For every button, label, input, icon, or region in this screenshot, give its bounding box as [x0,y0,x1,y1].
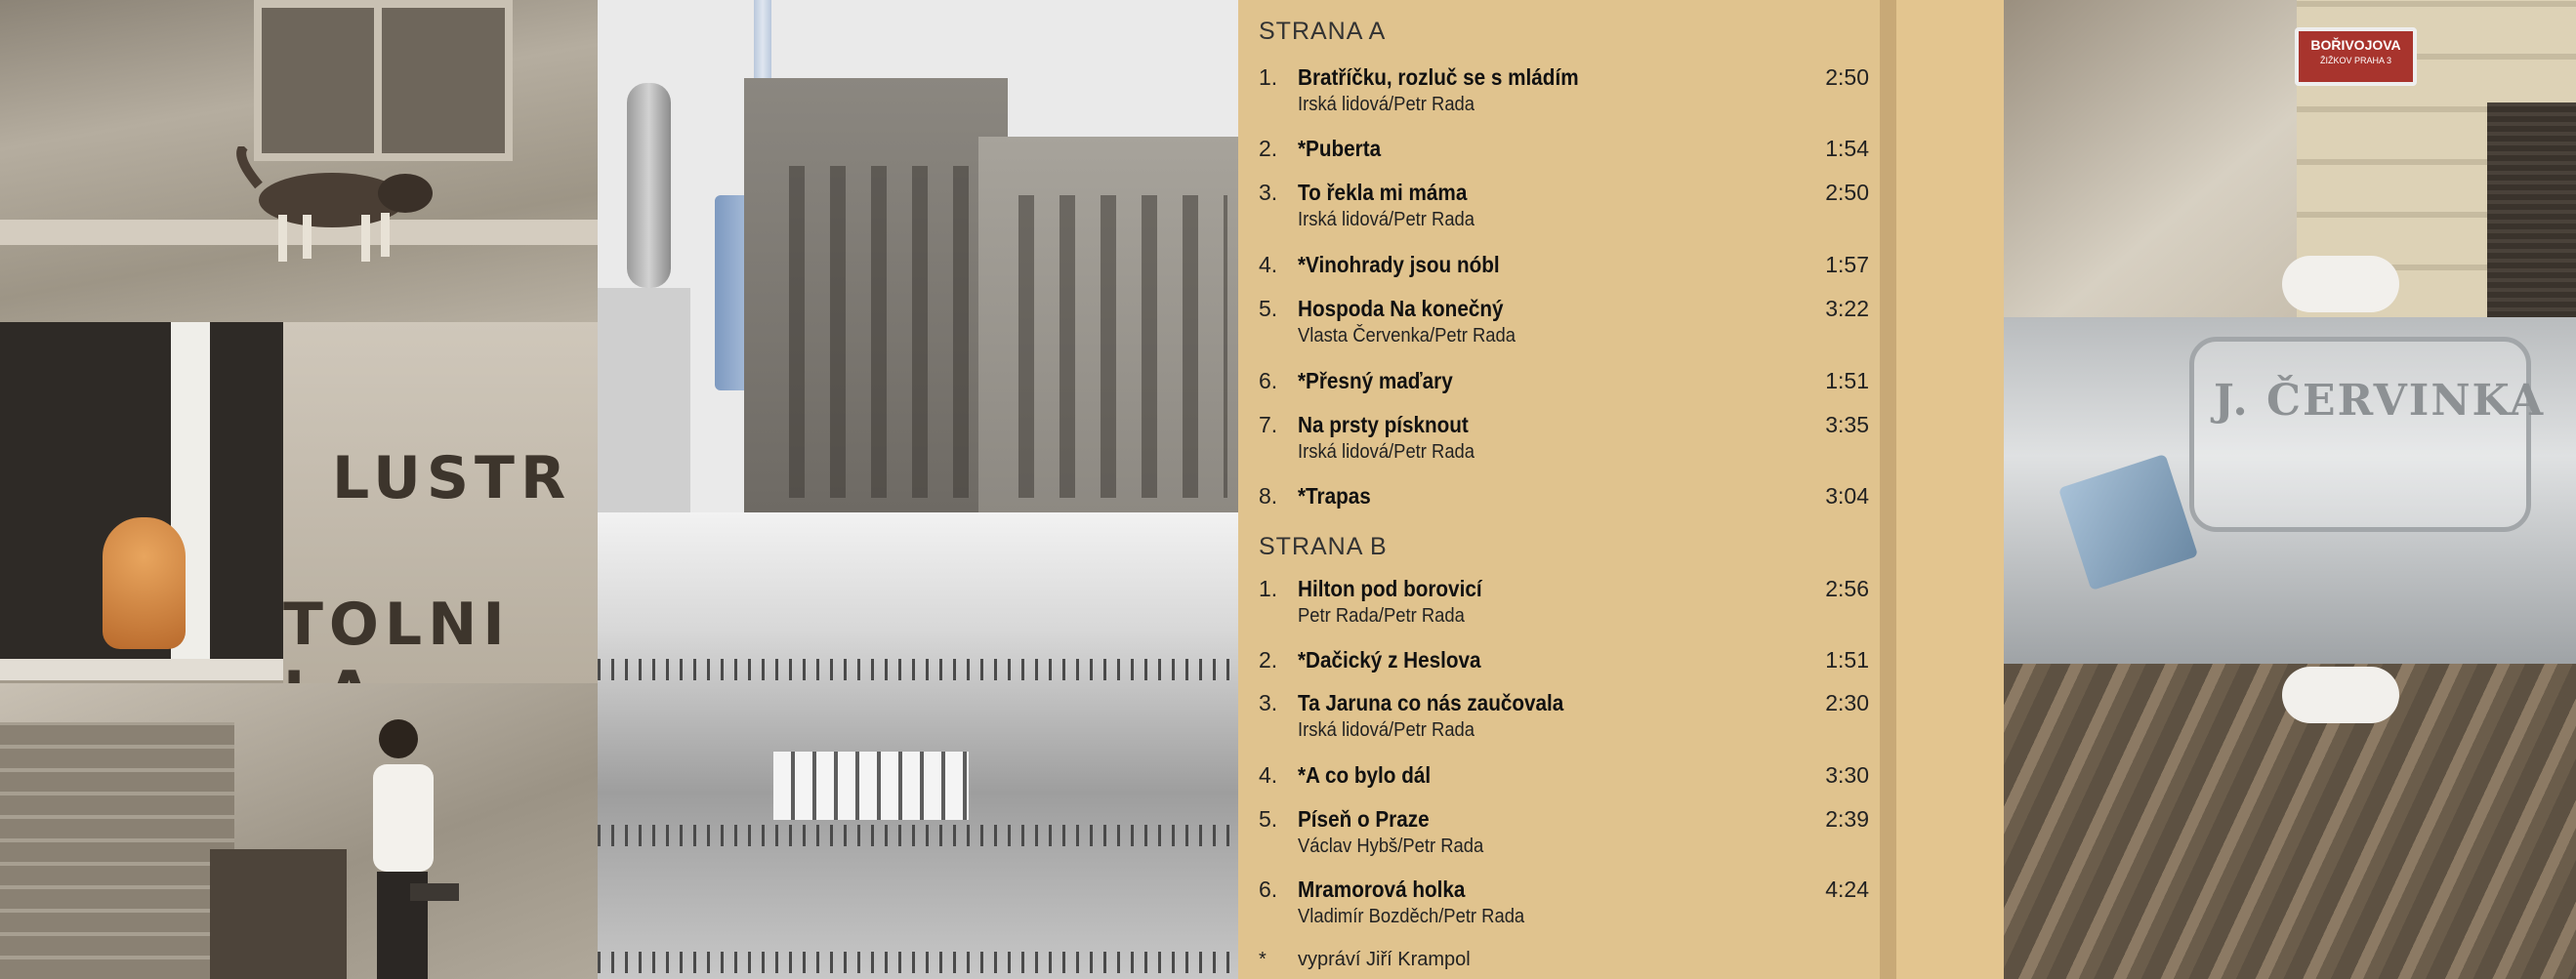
track-title: *Trapas [1298,483,1371,509]
track-number: 5. [1259,806,1278,832]
track-number: 6. [1259,368,1278,393]
tracklist-card [1238,0,1896,979]
sign-line-2: TOLNI [283,591,511,659]
street-sign-subtext: ŽIŽKOV PRAHA 3 [2319,56,2392,65]
balcony-railing [598,659,1238,680]
track-duration: 1:57 [1825,252,1869,277]
track-title: Hilton pod borovicí [1298,576,1482,601]
track-duration: 4:24 [1825,877,1869,902]
street-sign [2295,27,2417,86]
street-sign-text: BOŘIVOJOVA [2310,37,2401,53]
track-title: Mramorová holka [1298,877,1466,902]
track-credit: Irská lidová/Petr Rada [1298,94,1475,115]
track-title: Ta Jaruna co nás zaučovala [1298,690,1564,715]
track-number: 8. [1259,483,1278,509]
track-duration: 1:54 [1825,136,1869,161]
track-credit: Václav Hybš/Petr Rada [1298,836,1484,857]
track-number: 4. [1259,762,1278,788]
statue-pedestal [598,288,690,512]
track-duration: 2:50 [1825,64,1869,90]
card-fold [1880,0,1896,979]
woman-image [352,717,459,979]
track-duration: 3:22 [1825,296,1869,321]
track-duration: 3:30 [1825,762,1869,788]
track-duration: 1:51 [1825,647,1869,673]
card-fold-panel [1896,0,2004,979]
track-duration: 3:04 [1825,483,1869,509]
track-title: *Vinohrady jsou nóbl [1298,252,1500,277]
courtyard-gallery [598,512,1238,979]
track-number: 2. [1259,647,1278,673]
painted-shop-sign [283,322,598,683]
track-duration: 1:51 [1825,368,1869,393]
track-number: 3. [1259,690,1278,715]
sign-line-1: LUSTR [332,444,572,512]
side-a-heading: STRANA A [1259,18,1387,45]
page-slot [2282,256,2399,312]
maker-plate-text: J. ČERVINKA [2214,376,2546,426]
middle-photo-prague-buildings [598,0,1238,979]
track-title: Na prsty písknout [1298,412,1469,437]
building-left [744,78,1008,512]
track-duration: 2:50 [1825,180,1869,205]
track-title: *Přesný maďary [1298,368,1453,393]
track-credit: Vladimír Bozděch/Petr Rada [1298,906,1525,927]
track-title: *A co bylo dál [1298,762,1432,788]
track-credit: Irská lidová/Petr Rada [1298,209,1475,230]
hanging-laundry [773,752,969,820]
track-number: 7. [1259,412,1278,437]
side-b-heading: STRANA B [1259,533,1388,560]
window-sill [0,659,293,680]
track-number: 5. [1259,296,1278,321]
track-number: 3. [1259,180,1278,205]
track-duration: 2:39 [1825,806,1869,832]
narrator-footnote [1259,949,1471,971]
dog-image [205,146,459,264]
track-credit: Petr Rada/Petr Rada [1298,605,1465,627]
track-credit: Vlasta Červenka/Petr Rada [1298,325,1516,347]
track-number: 1. [1259,576,1278,601]
window-shutter [2487,102,2576,317]
track-number: 2. [1259,136,1278,161]
footnote-asterisk: * [1259,949,1267,970]
track-number: 6. [1259,877,1278,902]
doorway [210,849,347,979]
track-credit: Irská lidová/Petr Rada [1298,719,1475,741]
left-photo-collage [0,0,598,979]
track-duration: 3:35 [1825,412,1869,437]
maker-plate [2189,337,2531,532]
track-title: To řekla mi máma [1298,180,1468,205]
track-duration: 2:30 [1825,690,1869,715]
track-title: *Puberta [1298,136,1382,161]
footnote-text: vypráví Jiří Krampol [1298,949,1471,970]
track-number: 4. [1259,252,1278,277]
track-title: Hospoda Na konečný [1298,296,1504,321]
statue [627,83,671,288]
track-title: Bratříčku, rozluč se s mládím [1298,64,1579,90]
balcony-railing [598,825,1238,846]
track-title: Píseň o Praze [1298,806,1430,832]
upper-window [254,0,513,161]
right-photo-collage [2004,0,2576,979]
page-slot [2282,667,2399,723]
track-title: *Dačický z Heslova [1298,647,1481,673]
track-number: 1. [1259,64,1278,90]
track-credit: Irská lidová/Petr Rada [1298,441,1475,463]
exposed-brick [0,722,234,979]
track-duration: 2:56 [1825,576,1869,601]
building-right [978,137,1238,512]
cat-image [103,517,186,649]
balcony-railing [598,952,1238,973]
